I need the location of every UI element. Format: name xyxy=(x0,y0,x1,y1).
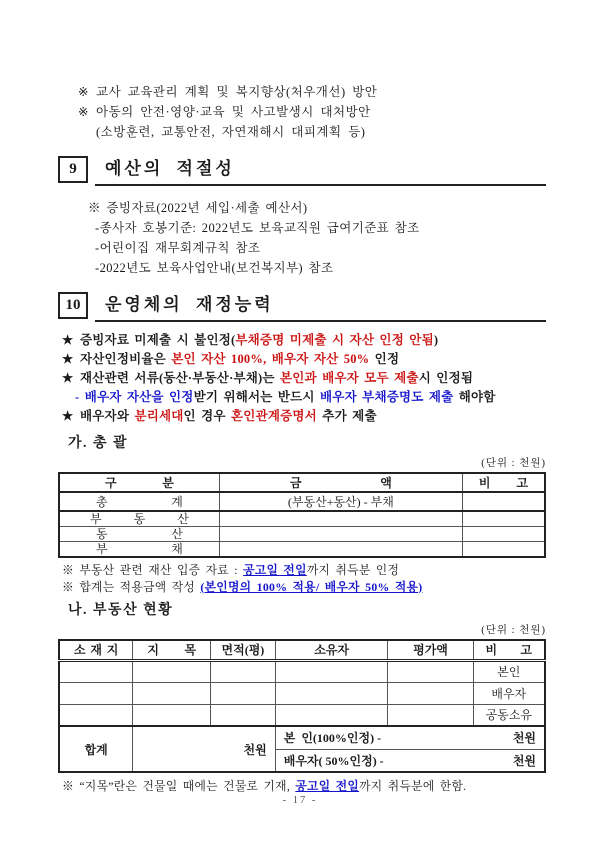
total-spouse-text: 배우자( 50%인정) - xyxy=(283,753,384,768)
col-header-value: 평가액 xyxy=(388,640,473,660)
amount-cell xyxy=(219,527,462,542)
spacer xyxy=(78,122,96,142)
row-label: 동 산 xyxy=(59,527,219,542)
amount-cell: (부동산+동산) - 부채 xyxy=(219,492,462,511)
note-line: -종사자 호봉기준: 2022년도 보육교직원 급여기준표 참조 xyxy=(95,221,420,235)
note-cell: 배우자 xyxy=(473,682,545,704)
section-10-header xyxy=(58,292,546,322)
section-number-box: 9 xyxy=(58,156,88,183)
requirement-bullets xyxy=(58,331,546,426)
asterisk-bullet-icon: ※ xyxy=(78,85,89,99)
bullet-line xyxy=(62,388,546,407)
table-2-footnote xyxy=(58,778,546,795)
bullet-text: - 배우자 자산을 인정받기 위해서는 반드시 배우자 부채증명도 제출 해야함 xyxy=(75,390,496,404)
value-cell xyxy=(388,704,473,726)
landtype-cell xyxy=(133,682,211,704)
total-unit-cell: 천원 xyxy=(133,726,275,772)
location-cell xyxy=(59,704,133,726)
unit-label: (단위 : 천원) xyxy=(481,458,546,469)
total-self-unit: 천원 xyxy=(512,731,536,746)
note-cell xyxy=(462,511,545,527)
col-header-area: 면적(평) xyxy=(211,640,276,660)
star-bullet-icon: ★ xyxy=(62,371,74,385)
section-9-header xyxy=(58,156,546,186)
note-cell xyxy=(462,527,545,542)
table-total-row xyxy=(59,726,545,749)
realestate-table xyxy=(58,639,546,773)
star-bullet-icon: ★ xyxy=(62,333,74,347)
col-header-owner: 소유자 xyxy=(275,640,388,660)
note-text: (소방훈련, 교통안전, 자연재해시 대피계획 등) xyxy=(96,125,366,139)
bullet-line xyxy=(62,350,546,369)
bullet-line xyxy=(62,407,546,426)
summary-table xyxy=(58,472,546,558)
col-header-amount: 금 액 xyxy=(219,473,462,492)
table-row-realestate xyxy=(59,511,545,527)
total-line-spouse xyxy=(275,749,545,772)
col-header-note: 비 고 xyxy=(462,473,545,492)
bullet-line xyxy=(62,369,546,388)
total-self-text: 본 인(100%인정) - xyxy=(283,731,382,746)
bullet-text: 재산관련 서류(동산·부동산·부채)는 본인과 배우자 모두 제출시 인정됨 xyxy=(80,371,474,385)
star-bullet-icon: ★ xyxy=(62,352,74,366)
total-line-self xyxy=(275,726,545,749)
location-cell xyxy=(59,682,133,704)
table-2-title: 나. 부동산 현황 xyxy=(68,603,174,618)
unit-label: (단위 : 천원) xyxy=(481,625,546,636)
value-cell xyxy=(388,682,473,704)
table-row-total xyxy=(59,492,545,511)
note-text: 아동의 안전·영양·교육 및 사고발생시 대처방안 xyxy=(96,105,371,119)
table-1-title: 가. 총 괄 xyxy=(68,436,129,451)
table-header-row xyxy=(59,473,545,492)
section-title: 예산의 적절성 xyxy=(95,160,546,186)
table-row-spouse xyxy=(59,682,545,704)
footnote-line: ※ 부동산 관련 재산 입증 자료 : 공고일 전일까지 취득분 인정 xyxy=(62,563,400,577)
note-line: -어린이집 재무회계규칙 참조 xyxy=(95,241,261,255)
section-number-box: 10 xyxy=(58,292,88,319)
note-line xyxy=(78,82,546,102)
col-header-note: 비 고 xyxy=(473,640,545,660)
note-line xyxy=(78,122,546,142)
note-line: ※ 증빙자료(2022년 세입·세출 예산서) xyxy=(88,201,308,215)
value-cell xyxy=(388,660,473,682)
owner-cell xyxy=(275,682,388,704)
note-cell: 공동소유 xyxy=(473,704,545,726)
owner-cell xyxy=(275,704,388,726)
col-header-category: 구 분 xyxy=(59,473,219,492)
section-title: 운영체의 재정능력 xyxy=(95,296,546,322)
table-row-joint xyxy=(59,704,545,726)
asterisk-bullet-icon: ※ xyxy=(78,105,89,119)
col-header-landtype: 지 목 xyxy=(133,640,211,660)
bullet-text: 배우자와 분리세대인 경우 혼인관계증명서 추가 제출 xyxy=(80,409,377,423)
page-number: - 17 - xyxy=(282,795,318,806)
table-1-footnotes xyxy=(58,562,546,595)
note-text: 교사 교육관리 계획 및 복지향상(처우개선) 방안 xyxy=(96,85,378,99)
area-cell xyxy=(211,660,276,682)
row-label: 부 채 xyxy=(59,542,219,558)
section-9-notes xyxy=(58,198,546,278)
area-cell xyxy=(211,704,276,726)
total-label: 합계 xyxy=(59,726,133,772)
area-cell xyxy=(211,682,276,704)
amount-cell xyxy=(219,542,462,558)
table-row-debt xyxy=(59,542,545,558)
table-header-row xyxy=(59,640,545,660)
bullet-text: 증빙자료 미제출 시 불인정(부채증명 미제출 시 자산 인정 안됨) xyxy=(80,333,439,347)
col-header-location: 소 재 지 xyxy=(59,640,133,660)
note-cell xyxy=(462,492,545,511)
bullet-text: 자산인정비율은 본인 자산 100%, 배우자 자산 50% 인정 xyxy=(80,352,400,366)
star-bullet-icon: ★ xyxy=(62,409,74,423)
table-row-self xyxy=(59,660,545,682)
bullet-line xyxy=(62,331,546,350)
owner-cell xyxy=(275,660,388,682)
note-cell: 본인 xyxy=(473,660,545,682)
landtype-cell xyxy=(133,704,211,726)
landtype-cell xyxy=(133,660,211,682)
note-cell xyxy=(462,542,545,558)
location-cell xyxy=(59,660,133,682)
note-line xyxy=(78,102,546,122)
intro-notes xyxy=(58,82,546,142)
note-line: -2022년도 보육사업안내(보건복지부) 참조 xyxy=(95,261,334,275)
table-row-movables xyxy=(59,527,545,542)
footnote-line: ※ “지목”란은 건물일 때에는 건물로 기재, 공고일 전일까지 취득분에 한함. xyxy=(62,779,467,793)
row-label: 부 동 산 xyxy=(59,511,219,527)
amount-cell xyxy=(219,511,462,527)
total-spouse-unit: 천원 xyxy=(512,753,536,768)
footnote-line: ※ 합계는 적용금액 작성 (본인명의 100% 적용/ 배우자 50% 적용) xyxy=(62,579,423,594)
row-label: 총 계 xyxy=(59,492,219,511)
